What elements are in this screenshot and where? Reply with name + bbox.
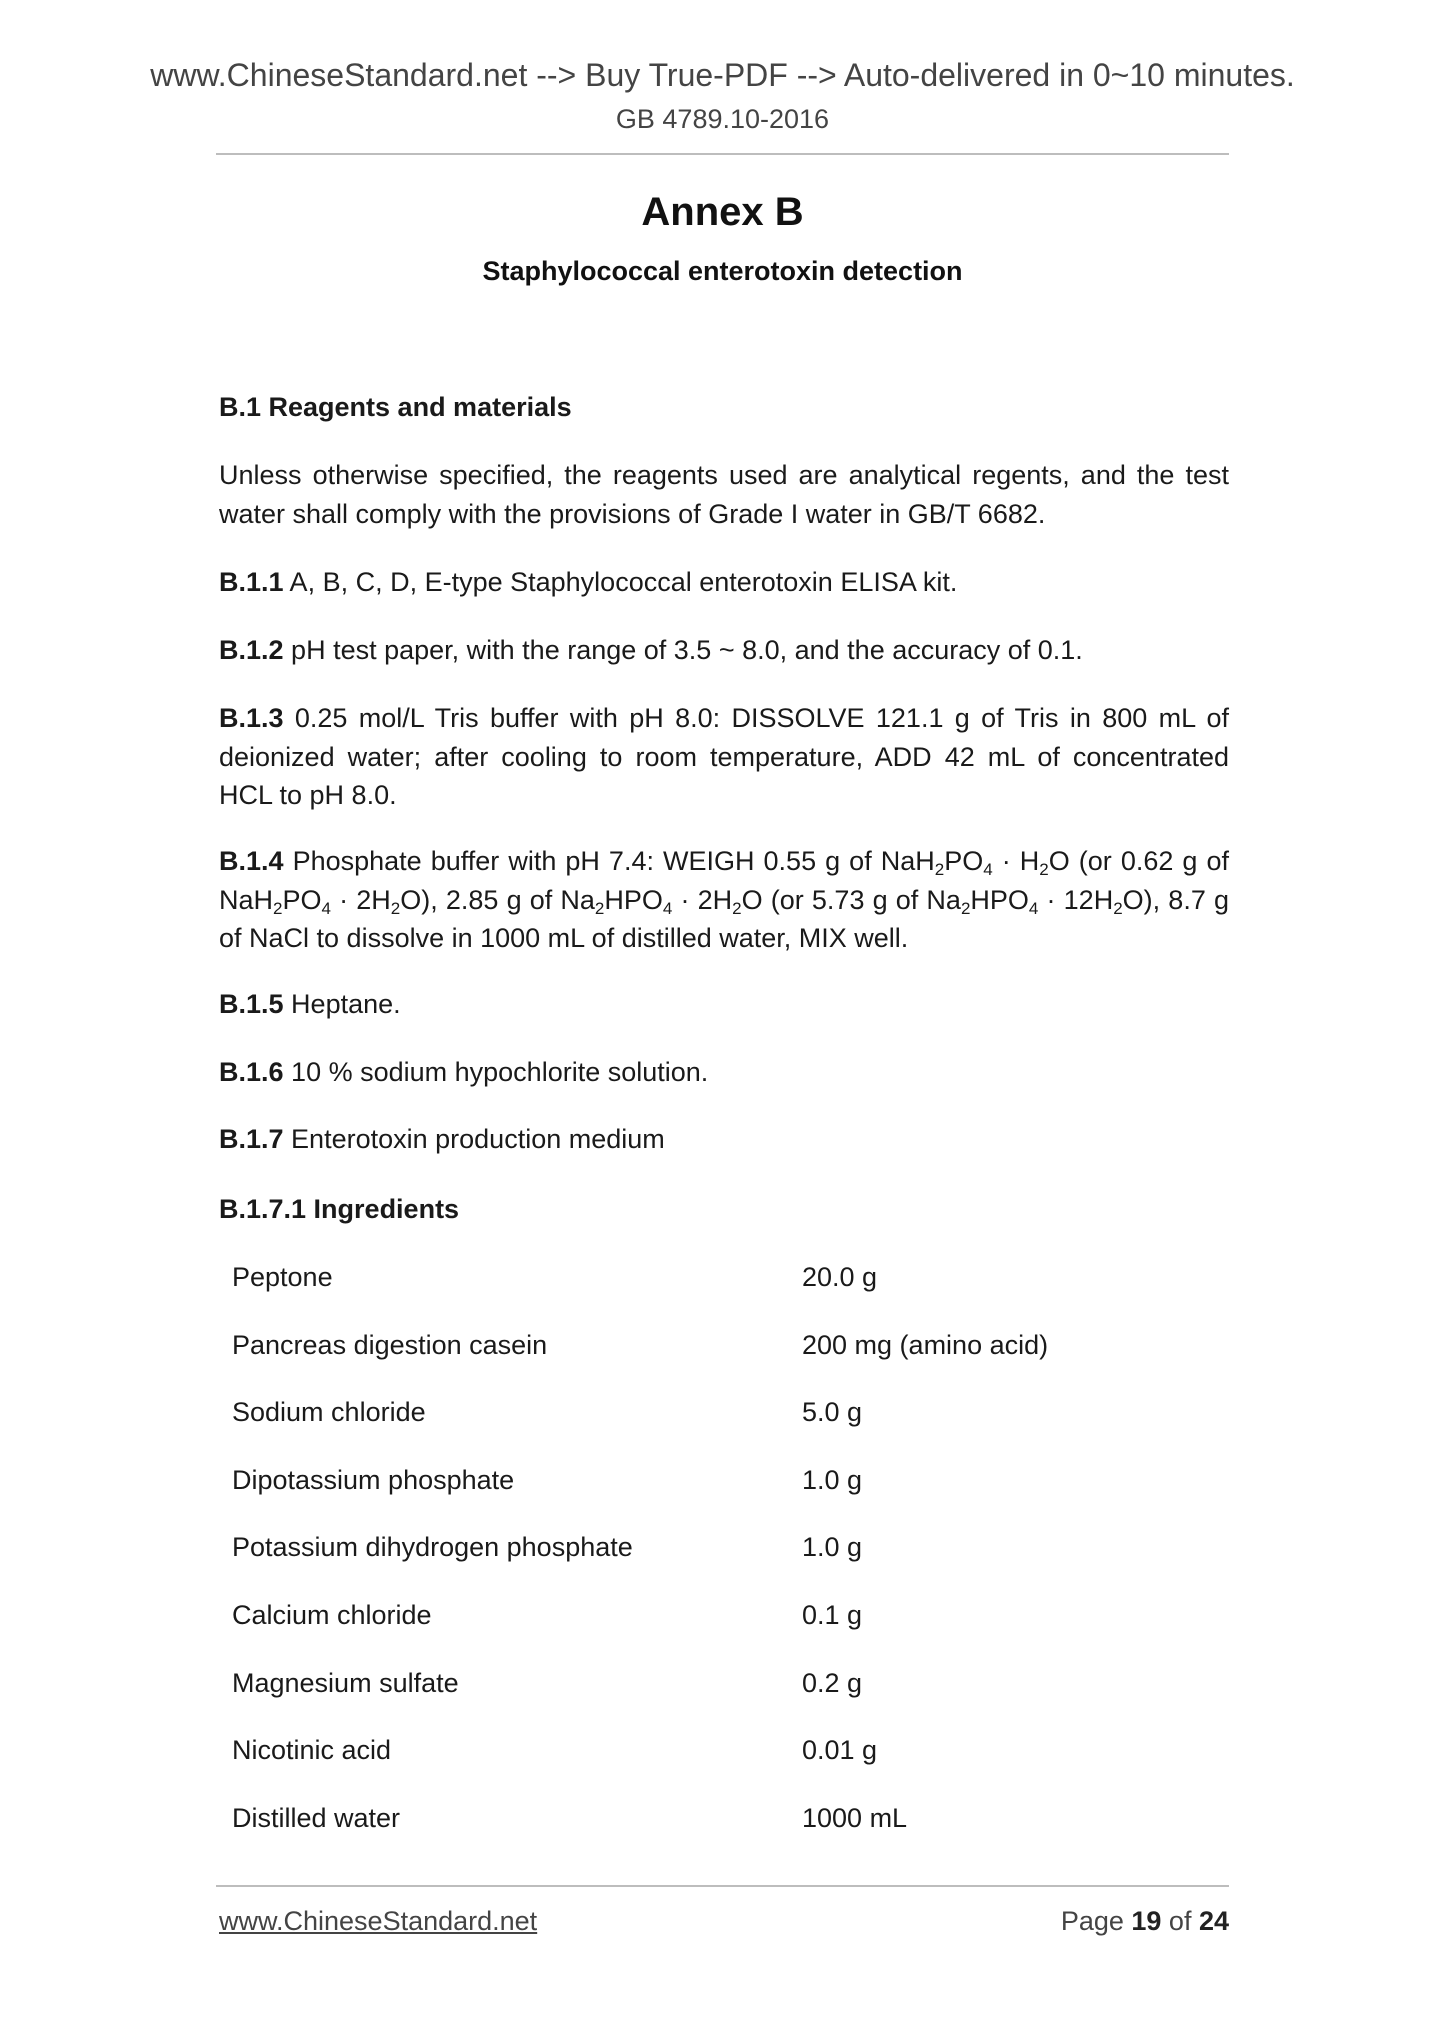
section-b1-intro: Unless otherwise specified, the reagents used are analytical regents, and the test water shall comply with the provisions of Grade I water in GB/T 6682. [219, 460, 1229, 529]
clause-b1-7 [219, 1120, 1229, 1159]
ingredient-amount: 200 mg (amino acid) [802, 1330, 1049, 1360]
footer-divider [216, 1885, 1229, 1887]
section-b1-heading: B.1 Reagents and materials [219, 392, 572, 422]
clause-number: B.1.4 [219, 846, 284, 876]
clause-text: A, B, C, D, E-type Staphylococcal enterotoxin ELISA kit. [283, 567, 958, 597]
clause-b1-1 [219, 563, 1229, 602]
current-page: 19 [1131, 1906, 1162, 1936]
clause-b1-2 [219, 631, 1229, 670]
page-number: Page 19 of 24 [1060, 1906, 1229, 1936]
clause-b1-5 [219, 985, 1229, 1024]
standard-number: GB 4789.10-2016 [615, 104, 830, 134]
ingredient-amount: 1000 mL [802, 1803, 908, 1833]
header-banner: www.ChineseStandard.net --> Buy True-PDF --> Auto-delivered in 0~10 minutes. [150, 57, 1295, 93]
header-divider [216, 153, 1229, 155]
ingredient-amount: 0.2 g [802, 1668, 863, 1698]
ingredient-name: Dipotassium phosphate [232, 1465, 515, 1495]
clause-number: B.1.7 [219, 1124, 284, 1154]
clause-b1-4: B.1.4 Phosphate buffer with pH 7.4: WEIGH 0.55 g of $NaH_2PO_4 \cdot H_2O$ (or 0.62 g of $NaH_2PO_4 \cdot 2H_2O$), 2.85 g of $Na_2HPO_4 \cdot 2H_2O$ (or 5.73 g of $Na_2HPO_4 \cdot 12H_2O$), 8.7 g of NaCl to dissolve in 1000 mL of distilled water, MIX well. [219, 846, 1229, 953]
footer-website-link[interactable]: www.ChineseStandard.net [219, 1906, 538, 1936]
clause-number: B.1.5 [219, 989, 284, 1019]
ingredient-name: Nicotinic acid [232, 1735, 392, 1765]
section-b1-7-1-heading: B.1.7.1 Ingredients [219, 1194, 460, 1224]
total-pages: 24 [1198, 1906, 1229, 1936]
ingredient-amount: 1.0 g [802, 1532, 863, 1562]
clause-number: B.1.2 [219, 635, 284, 665]
ingredient-amount: 5.0 g [802, 1397, 863, 1427]
ingredient-name: Distilled water [232, 1803, 401, 1833]
ingredient-name: Potassium dihydrogen phosphate [232, 1532, 633, 1562]
ingredient-name: Calcium chloride [232, 1600, 432, 1630]
annex-title: Annex B [641, 190, 804, 234]
annex-subtitle: Staphylococcal enterotoxin detection [482, 256, 963, 286]
clause-text: 0.25 mol/L Tris buffer with pH 8.0: DISSOLVE 121.1 g of Tris in 800 mL of deionized water; after cooling to room temperature, ADD 42 mL of concentrated HCL to pH 8.0. [219, 703, 1229, 810]
ingredient-amount: 1.0 g [802, 1465, 863, 1495]
clause-text: Enterotoxin production medium [283, 1124, 665, 1154]
clause-number: B.1.1 [219, 567, 284, 597]
clause-b1-3 [219, 699, 1229, 815]
clause-number: B.1.3 [219, 703, 284, 733]
clause-number: B.1.6 [219, 1057, 284, 1087]
ingredient-name: Pancreas digestion casein [232, 1330, 548, 1360]
ingredient-amount: 0.1 g [802, 1600, 863, 1630]
ingredient-name: Sodium chloride [232, 1397, 426, 1427]
ingredient-name: Magnesium sulfate [232, 1668, 459, 1698]
clause-text: Heptane. [283, 989, 401, 1019]
ingredient-amount: 20.0 g [802, 1262, 878, 1292]
clause-b1-6 [219, 1053, 1229, 1092]
ingredient-name: Peptone [232, 1262, 333, 1292]
clause-text: 10 % sodium hypochlorite solution. [283, 1057, 709, 1087]
clause-text: pH test paper, with the range of 3.5 ~ 8.0, and the accuracy of 0.1. [283, 635, 1083, 665]
ingredient-amount: 0.01 g [802, 1735, 878, 1765]
